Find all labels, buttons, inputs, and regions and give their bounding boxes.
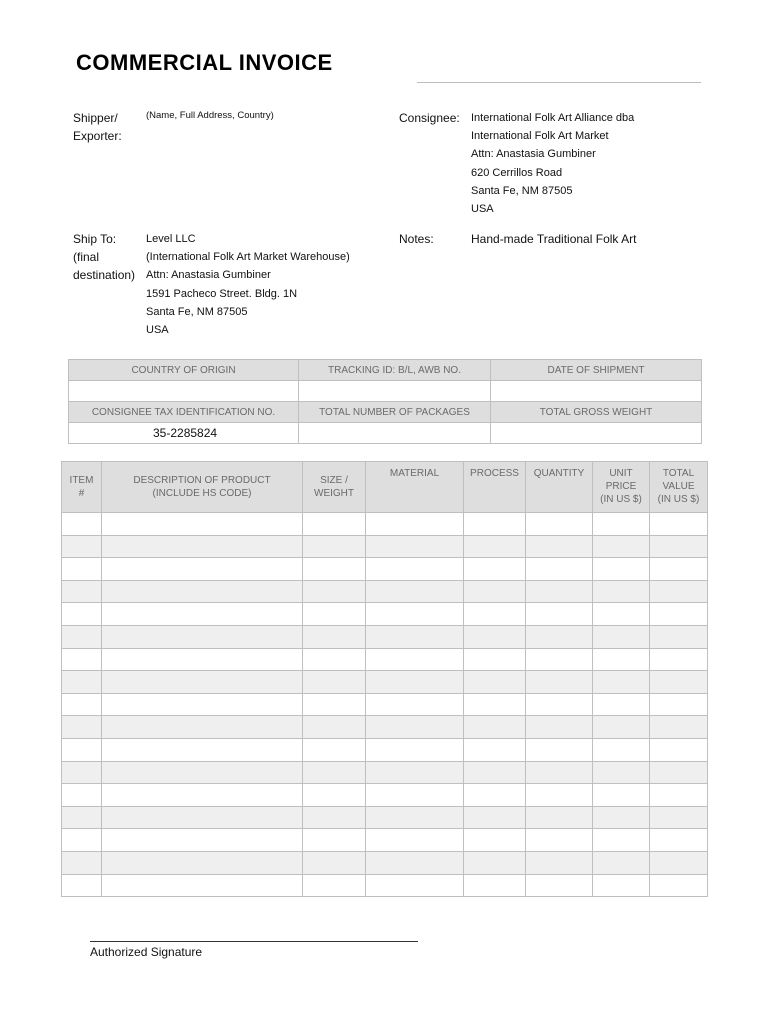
header-line: (INCLUDE HS CODE) — [152, 488, 252, 499]
material-cell[interactable] — [366, 580, 464, 603]
unit-price-cell[interactable] — [593, 784, 650, 807]
total-value-cell[interactable] — [650, 513, 708, 536]
ship-to-address-line: Santa Fe, NM 87505 — [146, 305, 248, 318]
material-cell[interactable] — [366, 851, 464, 874]
unit-price-cell[interactable] — [593, 829, 650, 852]
process-cell[interactable] — [464, 693, 526, 716]
process-header — [464, 462, 526, 513]
quantity-cell[interactable] — [526, 535, 593, 558]
size-weight-cell[interactable] — [303, 671, 366, 694]
size-weight-cell[interactable] — [303, 761, 366, 784]
quantity-cell[interactable] — [526, 874, 593, 897]
unit-price-cell[interactable] — [593, 558, 650, 581]
description-cell[interactable] — [102, 829, 303, 852]
header-line: QUANTITY — [533, 468, 585, 479]
total-value-cell[interactable] — [650, 829, 708, 852]
description-cell[interactable] — [102, 580, 303, 603]
process-cell[interactable] — [464, 738, 526, 761]
total-value-cell[interactable] — [650, 693, 708, 716]
total-packages-header: TOTAL NUMBER OF PACKAGES — [299, 402, 491, 423]
tracking-id-header: TRACKING ID: B/L, AWB NO. — [299, 360, 491, 381]
size-weight-cell[interactable] — [303, 603, 366, 626]
notes-value: Hand-made Traditional Folk Art — [471, 232, 637, 246]
size-weight-header — [303, 462, 366, 513]
table-row — [62, 784, 708, 807]
material-cell[interactable] — [366, 761, 464, 784]
notes-label: Notes: — [399, 232, 434, 246]
total-gross-weight-field[interactable] — [491, 423, 702, 444]
items-body — [62, 513, 708, 897]
material-cell[interactable] — [366, 874, 464, 897]
size-weight-cell[interactable] — [303, 625, 366, 648]
description-cell[interactable] — [102, 874, 303, 897]
header-line: MATERIAL — [389, 468, 440, 479]
table-row — [62, 851, 708, 874]
total-value-cell[interactable] — [650, 716, 708, 739]
description-cell[interactable] — [102, 851, 303, 874]
unit-price-cell[interactable] — [593, 806, 650, 829]
ship-to-label-line: destination) — [73, 268, 136, 282]
process-cell[interactable] — [464, 535, 526, 558]
signature-line — [90, 941, 418, 942]
ship-to-address-line: Level LLC — [146, 233, 196, 245]
description-cell[interactable] — [102, 625, 303, 648]
unit-price-cell[interactable] — [593, 535, 650, 558]
total-gross-weight-header: TOTAL GROSS WEIGHT — [491, 402, 702, 423]
consignee-address — [471, 109, 634, 218]
item-number-cell[interactable] — [62, 874, 102, 897]
material-cell[interactable] — [366, 558, 464, 581]
quantity-cell[interactable] — [526, 693, 593, 716]
consignee-tax-id-header: CONSIGNEE TAX IDENTIFICATION NO. — [69, 402, 299, 423]
total-value-cell[interactable] — [650, 648, 708, 671]
material-cell[interactable] — [366, 625, 464, 648]
total-value-cell[interactable] — [650, 535, 708, 558]
header-line: SIZE / — [320, 475, 348, 486]
shipment-info-table — [68, 359, 702, 444]
table-row — [62, 738, 708, 761]
consignee-address-line: International Folk Art Alliance dba — [471, 112, 635, 124]
process-cell[interactable] — [464, 513, 526, 536]
table-row — [62, 535, 708, 558]
unit-price-cell[interactable] — [593, 761, 650, 784]
quantity-cell[interactable] — [526, 829, 593, 852]
items-header-row — [62, 462, 708, 513]
description-cell[interactable] — [102, 671, 303, 694]
consignee-address-line: Santa Fe, NM 87505 — [471, 184, 573, 197]
material-cell[interactable] — [366, 535, 464, 558]
item-number-cell[interactable] — [62, 671, 102, 694]
quantity-cell[interactable] — [526, 716, 593, 739]
shipper-label-line: Shipper/ — [73, 111, 118, 125]
description-cell[interactable] — [102, 558, 303, 581]
table-row — [62, 761, 708, 784]
table-row — [62, 625, 708, 648]
unit-price-cell[interactable] — [593, 580, 650, 603]
info-header-row — [69, 402, 702, 423]
item-number-cell[interactable] — [62, 829, 102, 852]
process-cell[interactable] — [464, 648, 526, 671]
unit-price-cell[interactable] — [593, 738, 650, 761]
table-row — [62, 693, 708, 716]
material-cell[interactable] — [366, 738, 464, 761]
consignee-address-line: International Folk Art Market — [471, 130, 609, 143]
total-value-cell[interactable] — [650, 851, 708, 874]
country-of-origin-header: COUNTRY OF ORIGIN — [69, 360, 299, 381]
table-row — [62, 874, 708, 897]
process-cell[interactable] — [464, 784, 526, 807]
process-cell[interactable] — [464, 829, 526, 852]
header-line: VALUE — [662, 481, 695, 492]
ship-to-address-line: 1591 Pacheco Street. Bldg. 1N — [146, 287, 298, 300]
process-cell[interactable] — [464, 671, 526, 694]
table-row — [62, 671, 708, 694]
material-cell[interactable] — [366, 784, 464, 807]
description-cell[interactable] — [102, 716, 303, 739]
process-cell[interactable] — [464, 580, 526, 603]
process-cell[interactable] — [464, 806, 526, 829]
process-cell[interactable] — [464, 625, 526, 648]
unit-price-cell[interactable] — [593, 851, 650, 874]
total-value-cell[interactable] — [650, 761, 708, 784]
info-value-row — [69, 381, 702, 402]
total-value-cell[interactable] — [650, 874, 708, 897]
description-cell[interactable] — [102, 513, 303, 536]
process-cell[interactable] — [464, 716, 526, 739]
material-cell[interactable] — [366, 806, 464, 829]
shipper-label — [73, 109, 122, 145]
size-weight-cell[interactable] — [303, 716, 366, 739]
unit-price-cell[interactable] — [593, 648, 650, 671]
unit-price-cell[interactable] — [593, 693, 650, 716]
unit-price-header — [593, 462, 650, 513]
unit-price-cell[interactable] — [593, 716, 650, 739]
description-cell[interactable] — [102, 806, 303, 829]
material-cell[interactable] — [366, 716, 464, 739]
quantity-cell[interactable] — [526, 558, 593, 581]
size-weight-cell[interactable] — [303, 693, 366, 716]
table-row — [62, 806, 708, 829]
quantity-cell[interactable] — [526, 671, 593, 694]
item-number-cell[interactable] — [62, 806, 102, 829]
header-line: # — [78, 488, 85, 499]
unit-price-cell[interactable] — [593, 603, 650, 626]
description-cell[interactable] — [102, 761, 303, 784]
material-cell[interactable] — [366, 603, 464, 626]
header-line: DESCRIPTION OF PRODUCT — [133, 475, 271, 486]
quantity-cell[interactable] — [526, 806, 593, 829]
tracking-id-field[interactable] — [299, 381, 491, 402]
size-weight-cell[interactable] — [303, 580, 366, 603]
material-cell[interactable] — [366, 513, 464, 536]
size-weight-cell[interactable] — [303, 784, 366, 807]
quantity-cell[interactable] — [526, 648, 593, 671]
consignee-label: Consignee: — [399, 111, 460, 125]
size-weight-cell[interactable] — [303, 806, 366, 829]
unit-price-cell[interactable] — [593, 874, 650, 897]
size-weight-cell[interactable] — [303, 513, 366, 536]
item-number-cell[interactable] — [62, 851, 102, 874]
material-cell[interactable] — [366, 693, 464, 716]
quantity-cell[interactable] — [526, 784, 593, 807]
ship-to-address-line: (International Folk Art Market Warehouse) — [146, 251, 350, 264]
description-cell[interactable] — [102, 738, 303, 761]
description-header — [102, 462, 303, 513]
header-line: PRICE — [605, 481, 637, 492]
item-number-cell[interactable] — [62, 738, 102, 761]
size-weight-cell[interactable] — [303, 738, 366, 761]
item-number-cell[interactable] — [62, 603, 102, 626]
process-cell[interactable] — [464, 874, 526, 897]
header-line: UNIT — [609, 468, 633, 479]
total-value-cell[interactable] — [650, 580, 708, 603]
title-divider — [417, 82, 701, 83]
process-cell[interactable] — [464, 851, 526, 874]
item-number-header — [62, 462, 102, 513]
size-weight-cell[interactable] — [303, 558, 366, 581]
shipper-hint: (Name, Full Address, Country) — [146, 110, 274, 121]
signature-label: Authorized Signature — [90, 945, 203, 959]
table-row — [62, 513, 708, 536]
quantity-cell[interactable] — [526, 625, 593, 648]
item-number-cell[interactable] — [62, 535, 102, 558]
consignee-tax-id-field[interactable]: 35-2285824 — [69, 423, 299, 444]
quantity-cell[interactable] — [526, 761, 593, 784]
table-row — [62, 558, 708, 581]
size-weight-cell[interactable] — [303, 648, 366, 671]
ship-to-label-line: (final — [73, 250, 100, 264]
total-value-cell[interactable] — [650, 603, 708, 626]
total-value-cell[interactable] — [650, 625, 708, 648]
size-weight-cell[interactable] — [303, 874, 366, 897]
header-line: (IN US $) — [657, 494, 700, 505]
table-row — [62, 603, 708, 626]
unit-price-cell[interactable] — [593, 625, 650, 648]
quantity-cell[interactable] — [526, 513, 593, 536]
item-number-cell[interactable] — [62, 693, 102, 716]
total-packages-field[interactable] — [299, 423, 491, 444]
quantity-cell[interactable] — [526, 603, 593, 626]
country-of-origin-field[interactable] — [69, 381, 299, 402]
header-line: WEIGHT — [314, 488, 354, 499]
process-cell[interactable] — [464, 761, 526, 784]
description-cell[interactable] — [102, 693, 303, 716]
item-number-cell[interactable] — [62, 513, 102, 536]
info-value-row — [69, 423, 702, 444]
header-line: TOTAL — [662, 468, 695, 479]
line-items-table — [61, 461, 708, 897]
total-value-cell[interactable] — [650, 738, 708, 761]
table-row — [62, 829, 708, 852]
page-title: COMMERCIAL INVOICE — [76, 50, 333, 75]
size-weight-cell[interactable] — [303, 829, 366, 852]
ship-to-address-line: Attn: Anastasia Gumbiner — [146, 269, 271, 282]
size-weight-cell[interactable] — [303, 851, 366, 874]
material-cell[interactable] — [366, 829, 464, 852]
item-number-cell[interactable] — [62, 558, 102, 581]
size-weight-cell[interactable] — [303, 535, 366, 558]
table-row — [62, 580, 708, 603]
item-number-cell[interactable] — [62, 761, 102, 784]
quantity-cell[interactable] — [526, 851, 593, 874]
total-value-cell[interactable] — [650, 671, 708, 694]
process-cell[interactable] — [464, 603, 526, 626]
unit-price-cell[interactable] — [593, 671, 650, 694]
ship-to-address — [146, 230, 350, 339]
unit-price-cell[interactable] — [593, 513, 650, 536]
quantity-cell[interactable] — [526, 580, 593, 603]
description-cell[interactable] — [102, 535, 303, 558]
item-number-cell[interactable] — [62, 648, 102, 671]
quantity-cell[interactable] — [526, 738, 593, 761]
process-cell[interactable] — [464, 558, 526, 581]
description-cell[interactable] — [102, 648, 303, 671]
item-number-cell[interactable] — [62, 716, 102, 739]
quantity-header — [526, 462, 593, 513]
total-value-cell[interactable] — [650, 806, 708, 829]
material-cell[interactable] — [366, 648, 464, 671]
item-number-cell[interactable] — [62, 625, 102, 648]
material-header — [366, 462, 464, 513]
date-of-shipment-field[interactable] — [491, 381, 702, 402]
item-number-cell[interactable] — [62, 580, 102, 603]
info-header-row — [69, 360, 702, 381]
total-value-header — [650, 462, 708, 513]
table-row — [62, 648, 708, 671]
total-value-cell[interactable] — [650, 558, 708, 581]
ship-to-address-line: USA — [146, 324, 169, 337]
table-row — [62, 716, 708, 739]
ship-to-label-line: Ship To: — [73, 232, 117, 246]
header-line: ITEM — [69, 475, 94, 486]
material-cell[interactable] — [366, 671, 464, 694]
description-cell[interactable] — [102, 603, 303, 626]
consignee-address-line: Attn: Anastasia Gumbiner — [471, 148, 596, 161]
item-number-cell[interactable] — [62, 784, 102, 807]
consignee-address-line: 620 Cerrillos Road — [471, 166, 563, 179]
ship-to-label — [73, 230, 135, 284]
consignee-address-line: USA — [471, 203, 494, 216]
header-line: (IN US $) — [600, 494, 642, 505]
description-cell[interactable] — [102, 784, 303, 807]
total-value-cell[interactable] — [650, 784, 708, 807]
date-of-shipment-header: DATE OF SHIPMENT — [491, 360, 702, 381]
header-line: PROCESS — [470, 468, 519, 479]
shipper-label-line: Exporter: — [73, 129, 122, 143]
